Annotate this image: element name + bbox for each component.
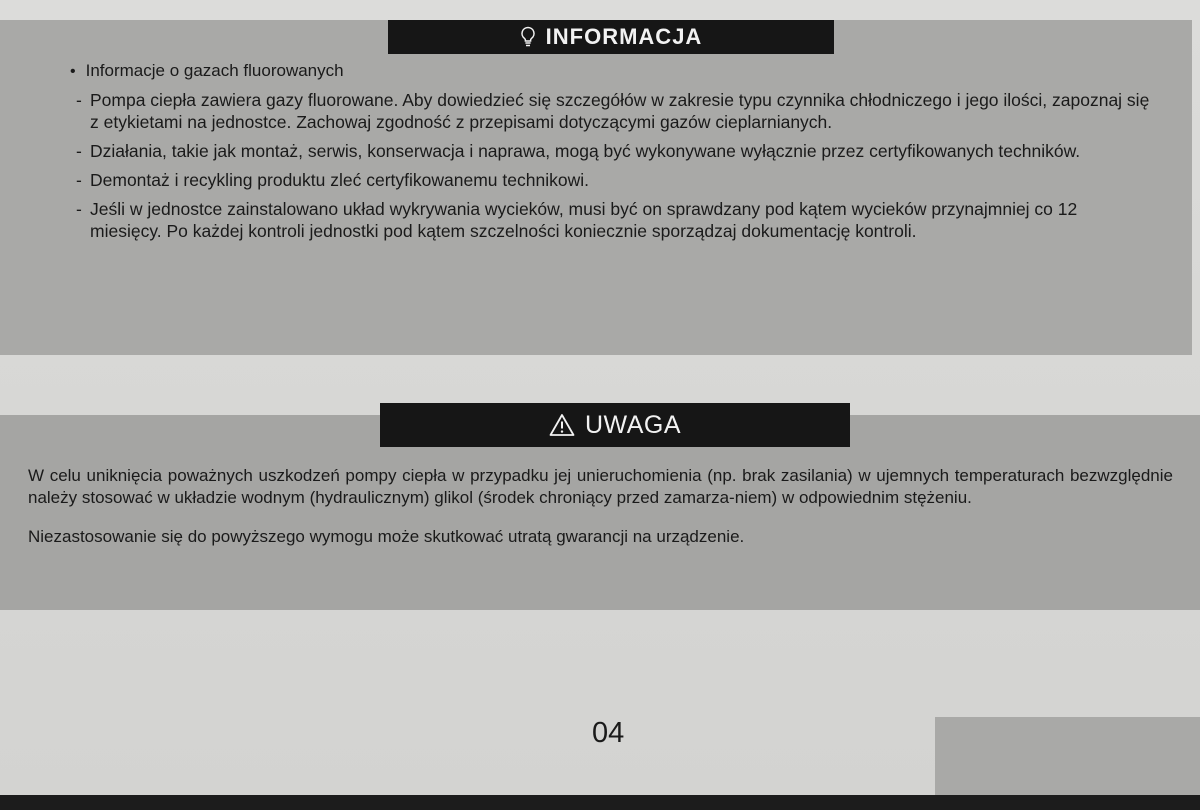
list-item-text: Działania, takie jak montaż, serwis, konserwacja i naprawa, mogą być wykonywane wyłącznie przez certyfikowanych techników.	[90, 141, 1081, 161]
dash-marker: -	[76, 90, 82, 110]
warning-paragraph: Niezastosowanie się do powyższego wymogu może skutkować utratą gwarancji na urządzenie.	[28, 527, 745, 546]
lightbulb-icon	[520, 26, 536, 48]
warning-paragraph: W celu uniknięcia poważnych uszkodzeń pompy ciepła w przypadku jej unieruchomienia (np. brak zasilania) w ujemnych temperaturach bezwzględnie należy stosować w układzie wodnym (hydraulicznym) glikol (środek chroniący przed zamarza-niem) w odpowiednim stężeniu.	[28, 466, 1173, 507]
warning-title: UWAGA	[584, 410, 682, 439]
list-item-text: Demontaż i recykling produktu zleć certyfikowanemu technikowi.	[90, 170, 589, 190]
list-item	[76, 140, 1150, 162]
page-number: 04	[592, 717, 625, 749]
information-title: INFORMACJA	[545, 24, 703, 49]
information-content	[70, 60, 1150, 249]
list-item-text: Jeśli w jednostce zainstalowano układ wykrywania wycieków, musi być on sprawdzany pod kątem wycieków przynajmniej co 12 miesięcy. Po każdej kontroli jednostki pod kątem szczelności koniecznie sporządzaj dokumentację kontroli.	[90, 199, 1078, 241]
warning-header	[380, 403, 850, 447]
dash-marker: -	[76, 199, 82, 219]
list-item	[76, 198, 1150, 242]
information-panel	[0, 20, 1192, 355]
list-item	[76, 169, 1150, 191]
dash-marker: -	[76, 141, 82, 161]
bullet-item	[70, 60, 1150, 83]
warning-triangle-icon	[549, 413, 575, 437]
list-item	[76, 89, 1150, 133]
information-header	[388, 20, 834, 54]
section-tab-marker	[935, 717, 1200, 795]
page-bottom-edge	[0, 795, 1200, 810]
warning-content	[28, 465, 1173, 548]
bullet-dot-icon: •	[70, 63, 76, 80]
bullet-text: Informacje o gazach fluorowanych	[85, 61, 344, 80]
dash-marker: -	[76, 170, 82, 190]
list-item-text: Pompa ciepła zawiera gazy fluorowane. Aby dowiedzieć się szczegółów w zakresie typu czynnika chłodniczego i jego ilości, zapoznaj się z etykietami na jednostce. Zachowaj zgodność z przepisami dotyczącymi gazów cieplarnianych.	[90, 90, 1150, 132]
